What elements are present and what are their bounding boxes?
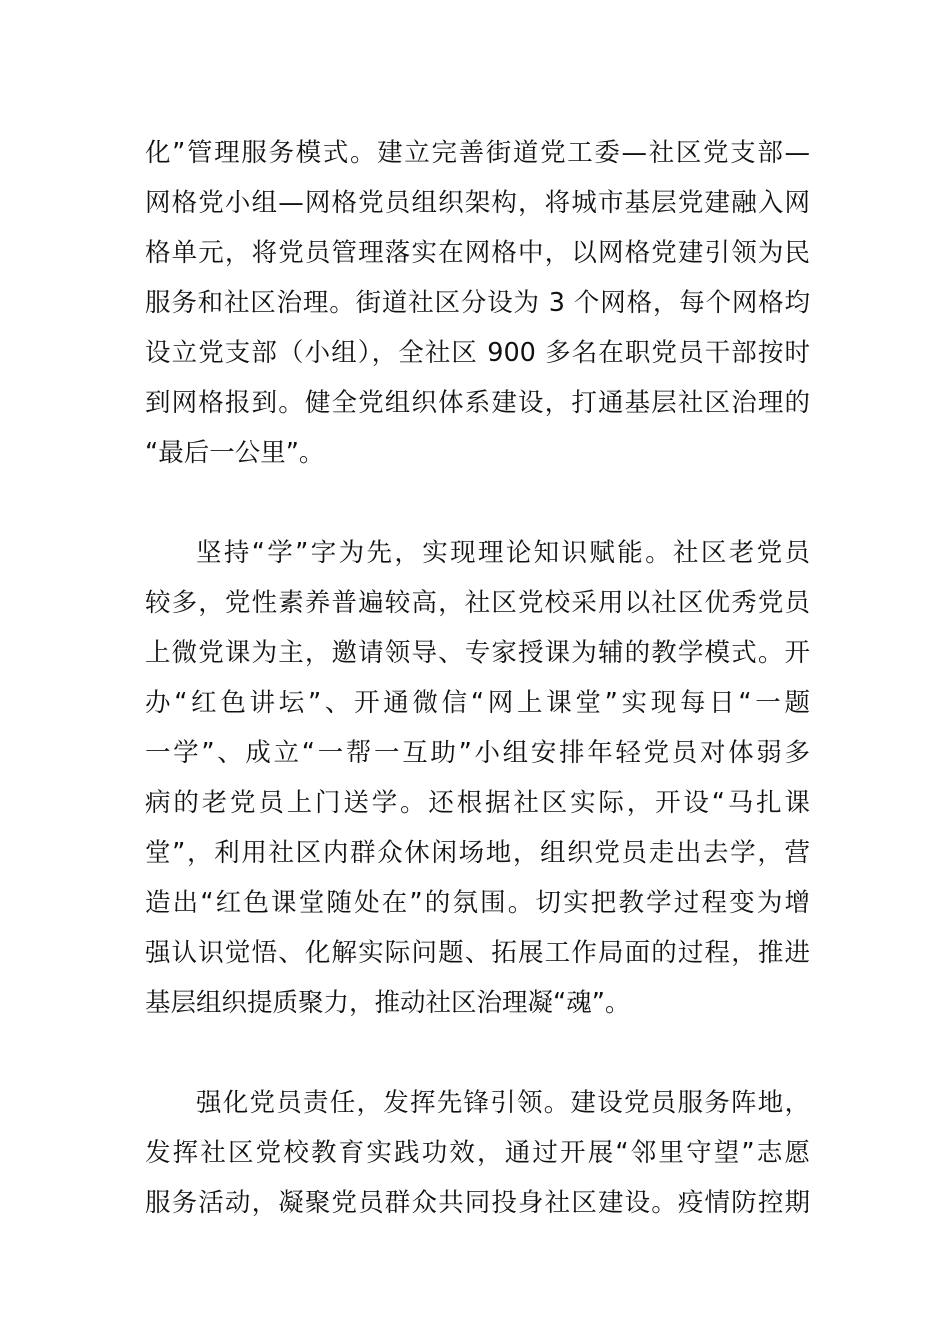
paragraph-learning-first <box>145 528 810 1028</box>
text-line: 服务活动，凝聚党员群众共同投身社区建设。疫情防控期 <box>145 1188 810 1218</box>
text-line: 上微党课为主，邀请领导、专家授课为辅的教学模式。开 <box>145 638 810 668</box>
text-line: 强化党员责任，发挥先锋引领。建设党员服务阵地， <box>196 1088 810 1118</box>
text-line: 造出“红色课堂随处在”的氛围。切实把教学过程变为增 <box>145 888 810 918</box>
text-line: 到网格报到。健全党组织体系建设，打通基层社区治理的 <box>145 388 810 418</box>
paragraph-spacer <box>145 478 810 528</box>
text-line: 坚持“学”字为先，实现理论知识赋能。社区老党员 <box>196 538 810 568</box>
text-line: 较多，党性素养普遍较高，社区党校采用以社区优秀党员 <box>145 588 810 618</box>
text-line: 网格党小组—网格党员组织架构，将城市基层党建融入网 <box>145 188 810 218</box>
text-line: 服务和社区治理。街道社区分设为 3 个网格，每个网格均 <box>145 288 810 318</box>
paragraph-grid-party-building <box>145 128 810 478</box>
text-line: 办“红色讲坛”、开通微信“网上课堂”实现每日“一题 <box>145 688 810 718</box>
text-line: “最后一公里”。 <box>145 438 325 468</box>
text-line: 发挥社区党校教育实践功效，通过开展“邻里守望”志愿 <box>145 1138 810 1168</box>
text-line: 病的老党员上门送学。还根据社区实际，开设“马扎课 <box>145 788 810 818</box>
text-line: 一学”、成立“一帮一互助”小组安排年轻党员对体弱多 <box>145 738 810 768</box>
text-line: 格单元，将党员管理落实在网格中，以网格党建引领为民 <box>145 238 810 268</box>
text-line: 化”管理服务模式。建立完善街道党工委—社区党支部— <box>145 138 810 168</box>
paragraph-member-responsibility <box>145 1078 810 1228</box>
text-line: 强认识觉悟、化解实际问题、拓展工作局面的过程，推进 <box>145 938 810 968</box>
text-line: 基层组织提质聚力，推动社区治理凝“魂”。 <box>145 988 631 1018</box>
text-line: 堂”，利用社区内群众休闲场地，组织党员走出去学，营 <box>145 838 810 868</box>
document-body <box>145 128 810 1228</box>
paragraph-spacer <box>145 1028 810 1078</box>
text-line: 设立党支部（小组），全社区 900 多名在职党员干部按时 <box>145 338 810 368</box>
